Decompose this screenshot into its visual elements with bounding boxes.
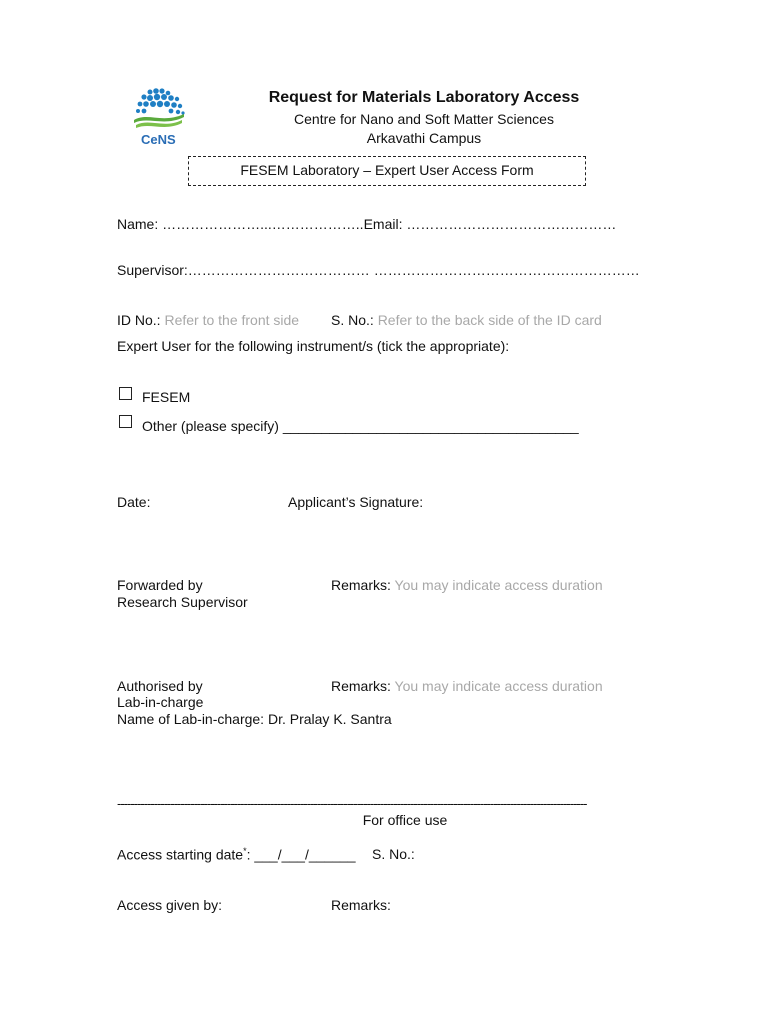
authorised-remarks — [331, 678, 603, 694]
required-mark: * — [243, 846, 247, 856]
sno-label: S. No.: — [331, 312, 374, 328]
forwarded-remarks-hint[interactable]: You may indicate access duration — [394, 577, 603, 593]
name-email-field[interactable]: Name: …………………...………………..Email: ……………………………………… — [117, 216, 617, 232]
authorised-remarks-hint[interactable]: You may indicate access duration — [394, 678, 603, 694]
id-number-row — [117, 312, 299, 328]
supervisor-field[interactable]: Supervisor:………………………………… ………………………………………………… — [117, 262, 640, 278]
other-checkbox[interactable] — [119, 415, 132, 428]
id-label: ID No.: — [117, 312, 161, 328]
authorised-remarks-label: Remarks: — [331, 678, 391, 694]
campus-name: Arkavathi Campus — [366, 130, 482, 146]
lab-in-charge-name: Name of Lab-in-charge: Dr. Pralay K. Santra — [117, 711, 392, 727]
id-hint[interactable]: Refer to the front side — [164, 312, 300, 328]
applicant-signature-label: Applicant’s Signature: — [288, 494, 424, 510]
sno-hint[interactable]: Refer to the back side of the ID card — [377, 312, 602, 328]
access-start-date-field[interactable] — [117, 846, 356, 863]
forwarded-remarks-label: Remarks: — [331, 577, 391, 593]
access-given-by-label: Access given by: — [117, 897, 223, 913]
fesem-checkbox[interactable] — [119, 387, 132, 400]
access-start-date-blank: : ___/___/______ — [246, 846, 356, 863]
forwarded-remarks — [331, 577, 603, 593]
research-supervisor-label: Research Supervisor — [117, 594, 248, 610]
office-sno-label: S. No.: — [372, 846, 415, 862]
office-separator: --------------------------------------------------------------------------------------------------------------------------------------------- — [117, 796, 587, 808]
lab-in-charge-label: Lab-in-charge — [117, 694, 204, 710]
access-start-date-label: Access starting date — [117, 846, 244, 863]
other-label[interactable]: Other (please specify) ______________________________________ — [142, 418, 579, 434]
logo-text: CeNS — [141, 132, 176, 147]
serial-number-row — [331, 312, 602, 328]
institute-name: Centre for Nano and Soft Matter Sciences — [294, 111, 554, 127]
date-label: Date: — [117, 494, 151, 510]
form-title: FESEM Laboratory – Expert User Access Form — [240, 162, 534, 178]
page-title: Request for Materials Laboratory Access — [268, 89, 580, 106]
authorised-by-label: Authorised by — [117, 678, 203, 694]
expert-user-line: Expert User for the following instrument/s (tick the appropriate): — [117, 338, 510, 354]
office-use-heading: For office use — [362, 812, 448, 828]
fesem-label: FESEM — [142, 389, 191, 405]
forwarded-by-label: Forwarded by — [117, 577, 203, 593]
office-remarks-label: Remarks: — [331, 897, 391, 913]
